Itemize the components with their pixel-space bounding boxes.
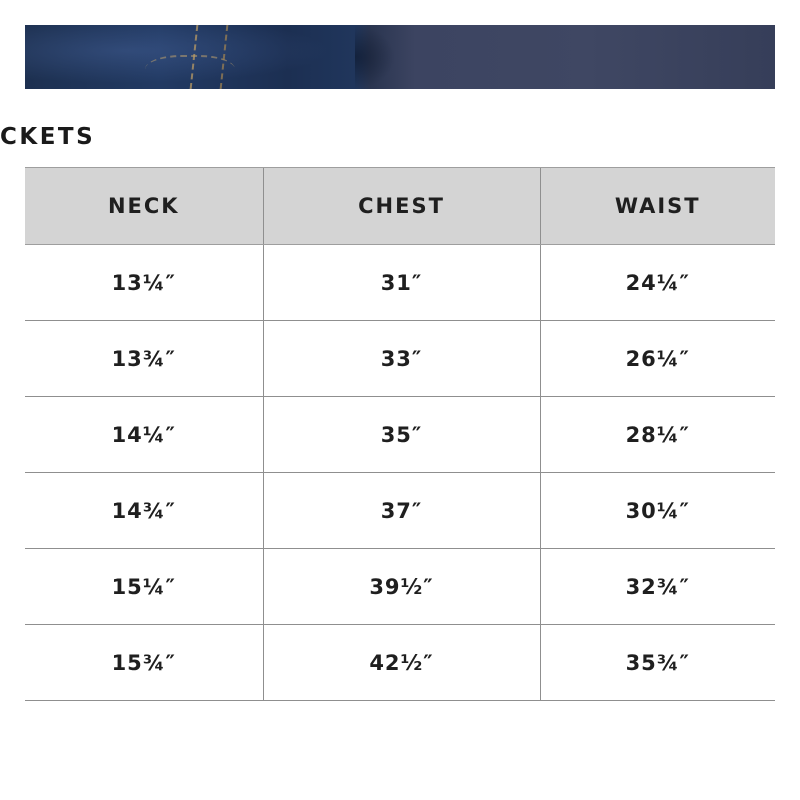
cell-neck: 13¼″ xyxy=(25,245,263,321)
cell-waist: 32¾″ xyxy=(540,549,775,625)
cell-chest: 33″ xyxy=(263,321,540,397)
header-chest: CHEST xyxy=(263,168,540,245)
denim-seam-stitching xyxy=(190,25,229,89)
section-title: CKETS xyxy=(0,124,96,150)
cell-neck: 15¾″ xyxy=(25,625,263,701)
cell-chest: 39½″ xyxy=(263,549,540,625)
cell-chest: 42½″ xyxy=(263,625,540,701)
table-row xyxy=(25,321,775,397)
cell-chest: 31″ xyxy=(263,245,540,321)
header-waist: WAIST xyxy=(540,168,775,245)
product-banner-image xyxy=(25,25,775,89)
cell-neck: 14¼″ xyxy=(25,397,263,473)
header-neck: NECK xyxy=(25,168,263,245)
table-header-row xyxy=(25,168,775,245)
size-chart-table xyxy=(25,167,775,701)
cell-waist: 26¼″ xyxy=(540,321,775,397)
cell-waist: 35¾″ xyxy=(540,625,775,701)
table-row xyxy=(25,625,775,701)
cell-neck: 14¾″ xyxy=(25,473,263,549)
cell-neck: 13¾″ xyxy=(25,321,263,397)
table-row xyxy=(25,473,775,549)
cell-waist: 30¼″ xyxy=(540,473,775,549)
cell-neck: 15¼″ xyxy=(25,549,263,625)
table-row xyxy=(25,245,775,321)
cell-waist: 24¼″ xyxy=(540,245,775,321)
table-row xyxy=(25,397,775,473)
cell-chest: 35″ xyxy=(263,397,540,473)
denim-edge-shadow xyxy=(355,25,395,89)
table-row xyxy=(25,549,775,625)
cell-chest: 37″ xyxy=(263,473,540,549)
cell-waist: 28¼″ xyxy=(540,397,775,473)
